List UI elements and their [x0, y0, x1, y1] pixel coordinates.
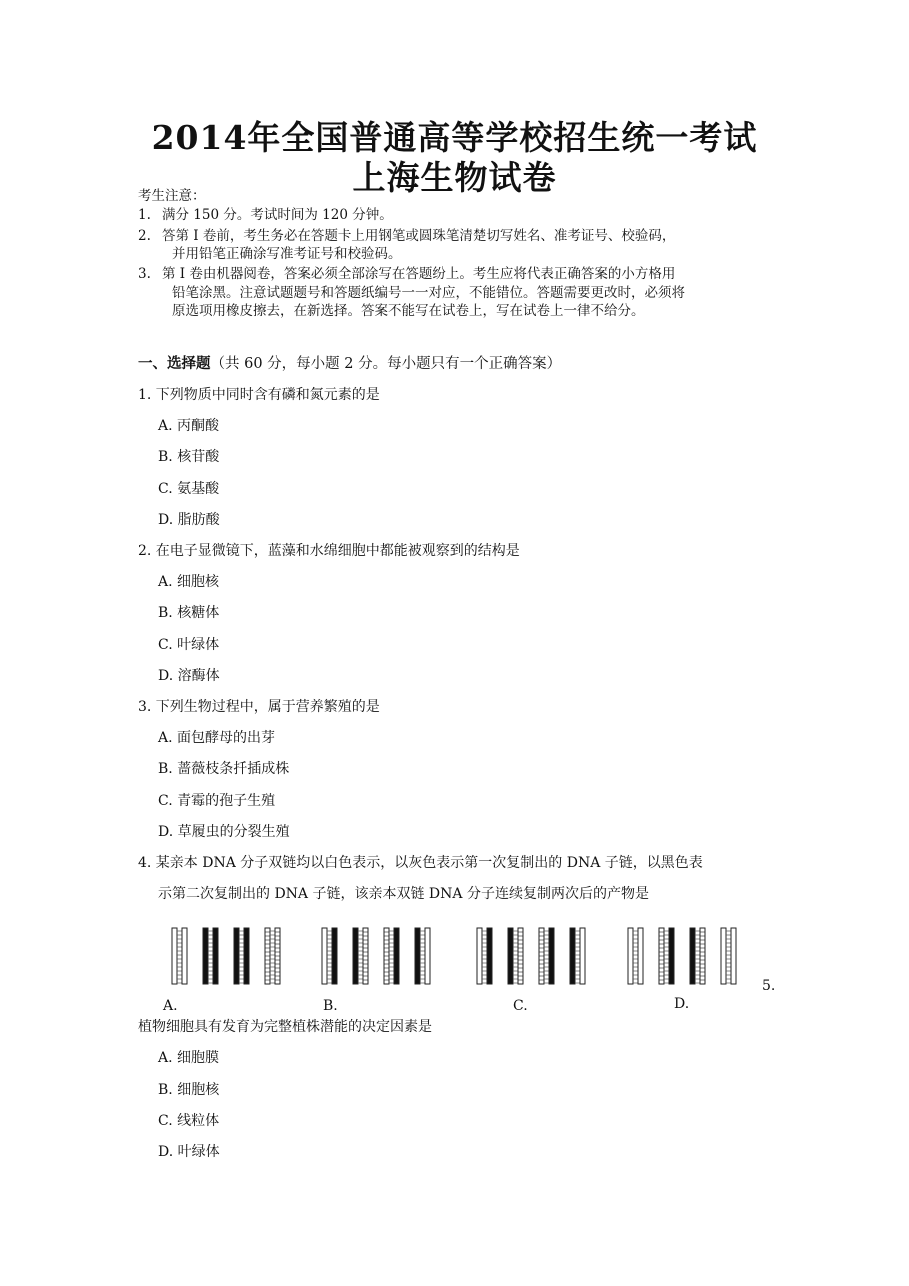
dna-strand [487, 928, 492, 984]
notice-item-3-line-3: 原选项用橡皮擦去，在新选择。答案不能写在试卷上，写在试卷上一律不给分。 [172, 303, 645, 319]
dna-strand [265, 928, 270, 984]
question-2-option-d: D. 溶酶体 [158, 668, 220, 684]
question-3-stem: 3. 下列生物过程中，属于营养繁殖的是 [138, 699, 380, 715]
notice-heading: 考生注意： [138, 188, 206, 204]
dna-strand [322, 928, 327, 984]
notice-item-2-line-1: 答第 Ⅰ 卷前，考生务必在答题卡上用钢笔或圆珠笔清楚切写姓名、准考证号、校验码， [162, 228, 676, 244]
dna-strand [570, 928, 575, 984]
question-5-option-a: A. 细胞膜 [158, 1050, 220, 1066]
dna-strand [659, 928, 664, 984]
question-1-option-a: A. 丙酮酸 [158, 418, 220, 434]
dna-strand [700, 928, 705, 984]
dna-strand [203, 928, 208, 984]
question-4-stem-line-1: 4. 某亲本 DNA 分子双链均以白色表示，以灰色表示第一次复制出的 DNA 子链，以黑色表 [138, 855, 703, 871]
dna-strand [721, 928, 726, 984]
section-title: 一、选择题 [138, 355, 211, 372]
dna-strand [539, 928, 544, 984]
question-2-stem: 2. 在电子显微镜下，蓝藻和水绵细胞中都能被观察到的结构是 [138, 543, 520, 559]
dna-strand [580, 928, 585, 984]
exam-title: 2014年全国普通高等学校招生统一考试 [151, 118, 758, 157]
dna-strand [425, 928, 430, 984]
notice-item-1-number: 1. [138, 207, 151, 223]
question-5-stem: 植物细胞具有发育为完整植株潜能的决定因素是 [138, 1019, 432, 1035]
notice-item-3-line-1: 第 Ⅰ 卷由机器阅卷，答案必须全部涂写在答题纷上。考生应将代表正确答案的小方格用 [162, 266, 676, 282]
dna-strand [477, 928, 482, 984]
dna-strand [182, 928, 187, 984]
figure-label-c: C. [513, 998, 528, 1014]
dna-strand [384, 928, 389, 984]
question-4-stem-line-2: 示第二次复制出的 DNA 子链，该亲本双链 DNA 分子连续复制两次后的产物是 [158, 886, 649, 902]
dna-strand [638, 928, 643, 984]
question-1-option-d: D. 脂肪酸 [158, 512, 220, 528]
dna-strand [234, 928, 239, 984]
dna-strand [244, 928, 249, 984]
question-3-option-a: A. 面包酵母的出芽 [158, 730, 276, 746]
dna-strand [518, 928, 523, 984]
question-2-option-b: B. 核糖体 [158, 605, 220, 621]
question-1-option-b: B. 核苷酸 [158, 449, 220, 465]
question-5-option-d: D. 叶绿体 [158, 1144, 220, 1160]
notice-item-3-line-2: 铅笔涂黑。注意试题题号和答题纸编号一一对应，不能错位。答题需要更改时，必须将 [172, 285, 685, 301]
figure-label-b: B. [323, 998, 338, 1014]
dna-strand [275, 928, 280, 984]
dna-strand [549, 928, 554, 984]
dna-strand [669, 928, 674, 984]
dna-strand [508, 928, 513, 984]
notice-item-2-number: 2. [138, 228, 151, 244]
question-1-option-c: C. 氨基酸 [158, 481, 220, 497]
question-3-option-b: B. 蔷薇枝条扦插成株 [158, 761, 290, 777]
notice-item-3-number: 3. [138, 266, 151, 282]
question-2-option-c: C. 叶绿体 [158, 637, 220, 653]
section-note: （共 60 分，每小题 2 分。每小题只有一个正确答案） [210, 356, 562, 372]
question-2-option-a: A. 细胞核 [158, 574, 220, 590]
dna-strand [415, 928, 420, 984]
question-5-option-b: B. 细胞核 [158, 1082, 220, 1098]
dna-strand [731, 928, 736, 984]
question-5-option-c: C. 线粒体 [158, 1113, 220, 1129]
section-heading [138, 352, 561, 373]
dna-strand [394, 928, 399, 984]
figure-label-d: D. [674, 996, 690, 1012]
dna-strand [353, 928, 358, 984]
exam-subtitle: 上海生物试卷 [352, 158, 557, 197]
question-1-stem: 1. 下列物质中同时含有磷和氮元素的是 [138, 387, 380, 403]
dna-strand [628, 928, 633, 984]
dna-strand [213, 928, 218, 984]
question-3-option-c: C. 青霉的孢子生殖 [158, 793, 276, 809]
dna-strand [332, 928, 337, 984]
dna-strand [690, 928, 695, 984]
dna-replication-figure [160, 922, 760, 994]
question-3-option-d: D. 草履虫的分裂生殖 [158, 824, 290, 840]
notice-item-1-text: 满分 150 分。考试时间为 120 分钟。 [162, 207, 393, 223]
figure-label-a: A. [163, 998, 178, 1014]
notice-item-2-line-2: 并用铅笔正确涂写准考证号和校验码。 [172, 246, 402, 262]
question-5-number: 5. [762, 978, 776, 994]
dna-strand [363, 928, 368, 984]
dna-strand [172, 928, 177, 984]
